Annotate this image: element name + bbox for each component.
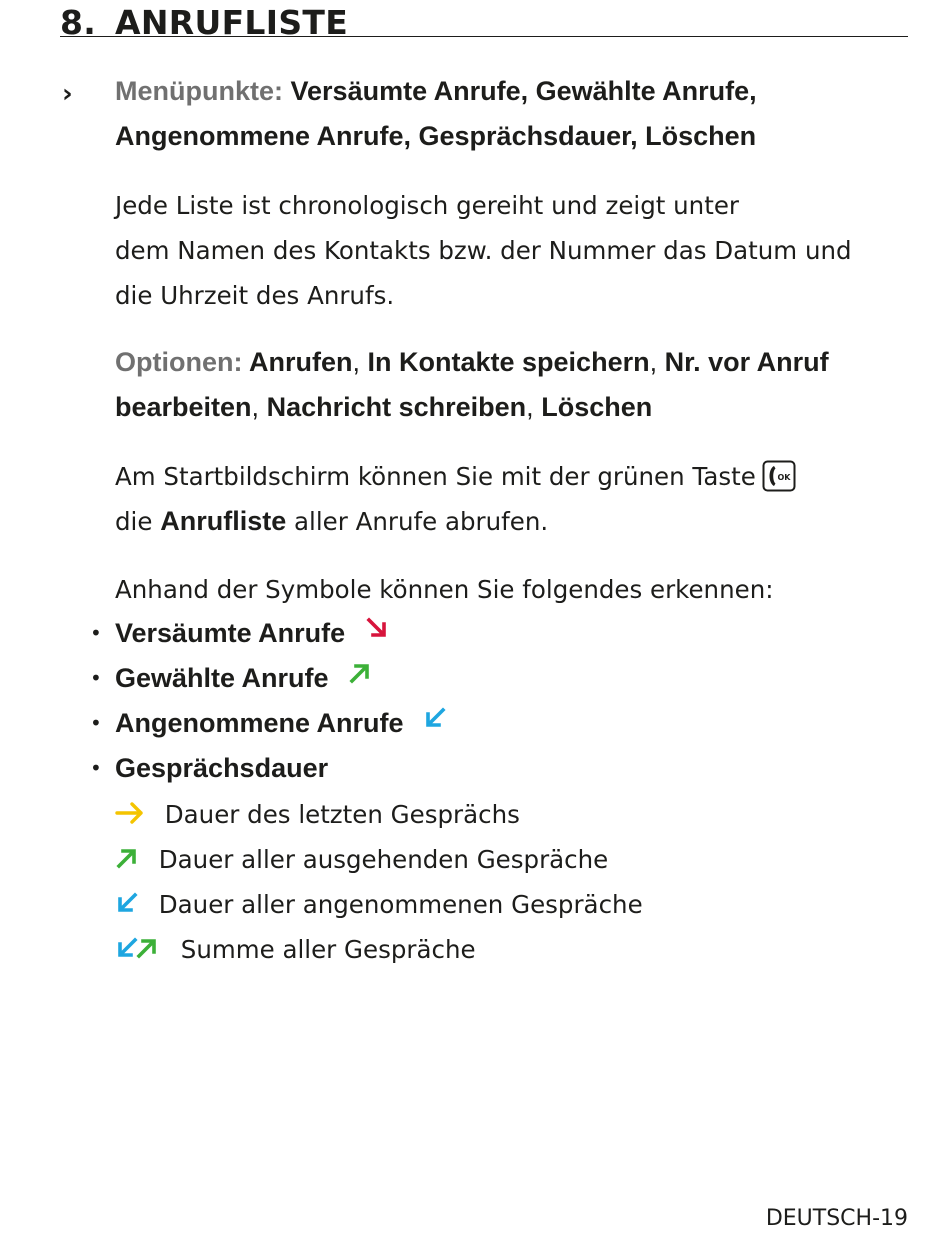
start-line2-pre: die xyxy=(115,507,153,536)
list-item xyxy=(115,882,643,927)
incoming-call-arrow-icon xyxy=(423,699,447,744)
section-number: 8. xyxy=(60,3,97,42)
menu-items-line2: Angenommene Anrufe, Gesprächsdauer, Löschen xyxy=(115,121,757,151)
option-edit-number-a: Nr. vor Anruf xyxy=(664,347,829,377)
symbols-intro-text: Anhand der Symbole können Sie folgendes erkennen: xyxy=(115,575,774,604)
option-call: Anrufen xyxy=(248,347,353,377)
bullet-duration-label: Gesprächsdauer xyxy=(115,753,329,783)
option-separator: , xyxy=(251,392,260,422)
option-delete: Löschen xyxy=(541,392,653,422)
intro-line2: dem Namen des Kontakts bzw. der Nummer das Datum und xyxy=(115,236,852,265)
intro-paragraph xyxy=(115,183,905,318)
duration-last-label: Dauer des letzten Gesprächs xyxy=(164,800,520,829)
all-calls-arrows-icon xyxy=(115,936,159,960)
bullet-dot: • xyxy=(90,621,102,645)
option-separator: , xyxy=(649,347,658,377)
list-item xyxy=(90,701,447,746)
symbols-intro xyxy=(115,567,905,612)
options-label: Optionen: xyxy=(115,347,243,377)
menu-items-line1: Versäumte Anrufe, Gewählte Anrufe, xyxy=(290,76,757,106)
incoming-call-arrow-icon xyxy=(115,891,139,915)
start-line1: Am Startbildschirm können Sie mit der grünen Taste xyxy=(115,462,756,491)
list-item xyxy=(90,611,447,656)
page-footer: DEUTSCH-19 xyxy=(765,1206,908,1231)
options-block xyxy=(115,340,905,430)
section-title: ANRUFLISTE xyxy=(115,3,349,42)
duration-list xyxy=(115,792,643,972)
option-separator: , xyxy=(352,347,360,377)
list-item xyxy=(115,837,643,882)
menu-items-block xyxy=(115,69,905,159)
list-item xyxy=(90,746,447,791)
start-line2-post: aller Anrufe abrufen. xyxy=(294,507,549,536)
bullet-outgoing-label: Gewählte Anrufe xyxy=(115,663,329,693)
intro-line1: Jede Liste ist chronologisch gereiht und zeigt unter xyxy=(115,191,739,220)
last-call-arrow-icon xyxy=(115,801,145,825)
list-item xyxy=(115,792,643,837)
symbol-list xyxy=(90,611,447,791)
list-item xyxy=(90,656,447,701)
duration-incoming-label: Dauer aller angenommenen Gespräche xyxy=(158,890,643,919)
menu-label: Menüpunkte: xyxy=(115,76,283,106)
missed-call-arrow-icon xyxy=(365,609,389,654)
option-separator: , xyxy=(526,392,534,422)
start-paragraph xyxy=(115,454,905,544)
outgoing-call-arrow-icon xyxy=(115,846,139,870)
bullet-dot: • xyxy=(90,711,102,735)
section-heading xyxy=(60,0,908,42)
outgoing-call-arrow-icon xyxy=(348,654,372,699)
intro-line3: die Uhrzeit des Anrufs. xyxy=(115,281,395,310)
bullet-dot: • xyxy=(90,666,102,690)
bullet-dot: • xyxy=(90,756,102,780)
option-save-contact: In Kontakte speichern xyxy=(367,347,650,377)
option-edit-number-b: bearbeiten xyxy=(115,392,252,422)
duration-total-label: Summe aller Gespräche xyxy=(180,935,476,964)
list-item xyxy=(115,927,643,972)
duration-outgoing-label: Dauer aller ausgehenden Gespräche xyxy=(158,845,609,874)
bullet-incoming-label: Angenommene Anrufe xyxy=(115,708,404,738)
bullet-missed-label: Versäumte Anrufe xyxy=(115,618,346,648)
ok-key-label: OK xyxy=(777,473,791,482)
call-list-term: Anrufliste xyxy=(160,506,287,536)
chevron-right-icon: › xyxy=(62,79,73,109)
option-write-message: Nachricht schreiben xyxy=(266,392,527,422)
green-call-key-icon xyxy=(762,460,794,490)
